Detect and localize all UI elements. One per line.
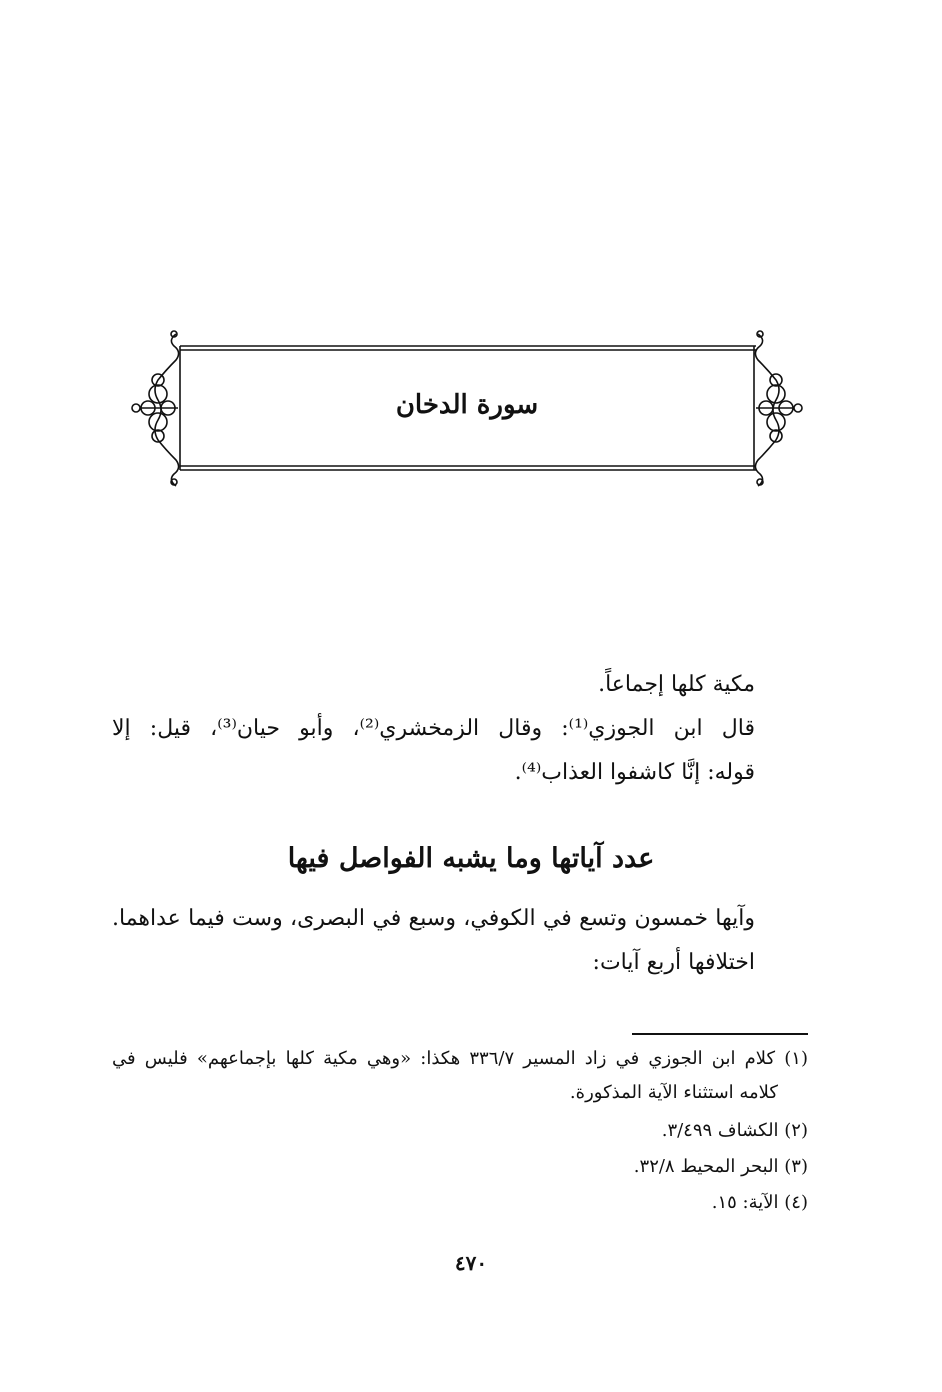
page-number: ٤٧٠ xyxy=(454,1251,488,1275)
intro-line-3: قوله: إنَّا كاشفوا العذاب⁽⁴⁾. xyxy=(514,760,755,785)
footnote-separator xyxy=(632,1033,808,1035)
section-line-1: وآيها خمسون وتسع في الكوفي، وسبع في البصرى، وست فيما عداهما. xyxy=(112,906,755,931)
intro-line-1: مكية كلها إجماعاً. xyxy=(598,672,755,697)
section-heading: عدد آياتها وما يشبه الفواصل فيها xyxy=(287,843,655,874)
surah-title-frame xyxy=(128,328,806,488)
footnote-1-line-2: كلامه استثناء الآية المذكورة. xyxy=(569,1082,778,1103)
footnote-2: (٢) الكشاف ٣/٤٩٩. xyxy=(661,1120,808,1141)
footnote-1-line-1: (١) كلام ابن الجوزي في زاد المسير ٣٣٦/٧ هكذا: «وهي مكية كلها بإجماعهم» فليس في xyxy=(112,1048,808,1069)
surah-title: سورة الدخان xyxy=(395,390,539,420)
section-line-2: اختلافها أربع آيات: xyxy=(592,950,755,975)
footnote-4: (٤) الآية: ١٥. xyxy=(711,1192,808,1213)
footnote-3: (٣) البحر المحيط ٣٢/٨. xyxy=(633,1156,808,1177)
intro-line-2: قال ابن الجوزي⁽¹⁾: وقال الزمخشري⁽²⁾، وأبو حيان⁽³⁾، قيل: إلا xyxy=(112,716,755,741)
